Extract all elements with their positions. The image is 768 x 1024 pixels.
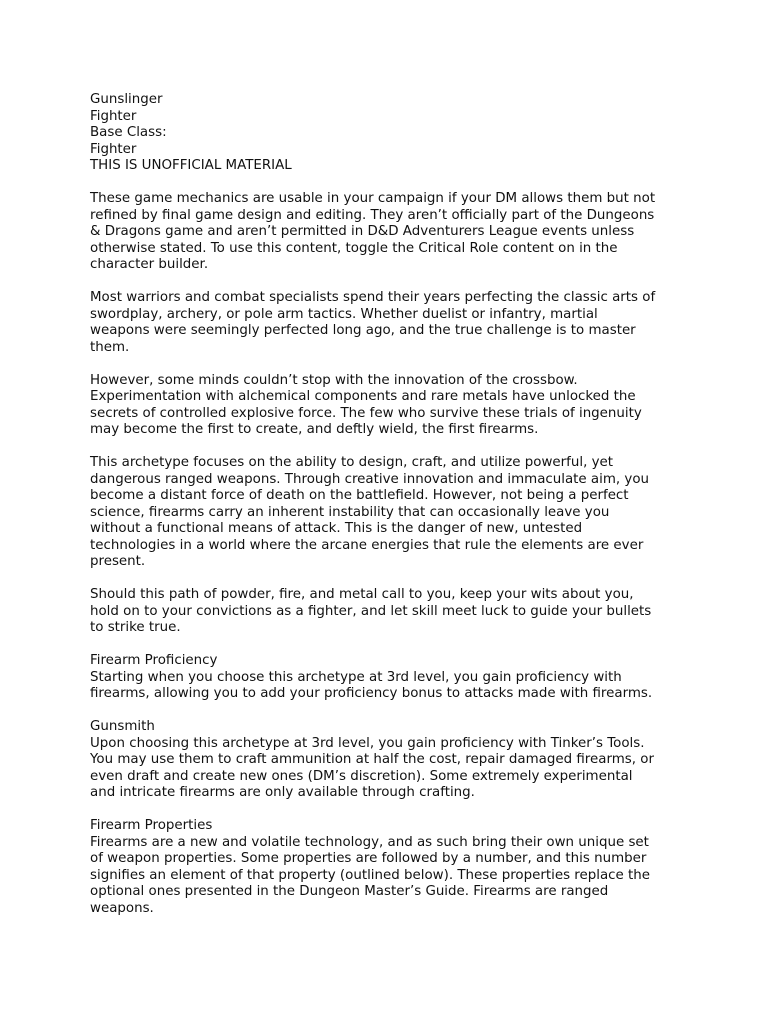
paragraph-line: dangerous ranged weapons. Through creative innovation and immaculate aim, you: [90, 471, 650, 487]
paragraph-archetype: [90, 455, 680, 571]
paragraph-line: secrets of controlled explosive force. The few who survive these trials of ingenuity: [90, 405, 642, 421]
paragraph-line: without a functional means of attack. This is the danger of new, untested: [90, 521, 583, 536]
feature-title: Firearm Proficiency: [90, 653, 218, 668]
paragraph-line: These game mechanics are usable in your campaign if your DM allows them but not: [90, 191, 656, 206]
feature-line: of weapon properties. Some properties are followed by a number, and this number: [90, 851, 647, 866]
header-unofficial-notice: THIS IS UNOFFICIAL MATERIAL: [90, 158, 292, 173]
feature-firearm-proficiency: [90, 653, 680, 703]
feature-title: Gunsmith: [90, 719, 155, 734]
feature-line: Starting when you choose this archetype at 3rd level, you gain proficiency with: [90, 669, 622, 685]
feature-line: firearms, allowing you to add your proficiency bonus to attacks made with firearms.: [90, 686, 653, 701]
feature-gunsmith: [90, 719, 680, 802]
paragraph-line: This archetype focuses on the ability to design, craft, and utilize powerful, yet: [90, 455, 614, 470]
feature-line: and intricate firearms are only available through crafting.: [90, 785, 475, 800]
feature-line: even draft and create new ones (DM’s discretion). Some extremely experimental: [90, 768, 633, 784]
paragraph-line: otherwise stated. To use this content, toggle the Critical Role content on in the: [90, 240, 618, 256]
paragraph-line: Most warriors and combat specialists spend their years perfecting the classic arts of: [90, 290, 656, 305]
paragraph-line: them.: [90, 339, 130, 355]
feature-line: You may use them to craft ammunition at half the cost, repair damaged firearms, or: [90, 752, 654, 767]
paragraph-innovation: [90, 373, 680, 439]
paragraph-line: weapons were seemingly perfected long ago, and the true challenge is to master: [90, 323, 636, 338]
header-base-class-label: Base Class:: [90, 125, 167, 140]
paragraph-disclaimer: [90, 191, 680, 274]
paragraph-line: However, some minds couldn’t stop with the innovation of the crossbow.: [90, 372, 578, 388]
paragraph-line: science, firearms carry an inherent instability that can occasionally leave you: [90, 504, 610, 520]
paragraph-line: hold on to your convictions as a fighter, and let skill meet luck to guide your bullets: [90, 603, 652, 619]
paragraph-line: refined by final game design and editing. They aren’t officially part of the Dungeons: [90, 207, 655, 223]
feature-line: signifies an element of that property (outlined below). These properties replace the: [90, 867, 651, 883]
paragraph-line: become a distant force of death on the battlefield. However, not being a perfect: [90, 488, 629, 503]
header-base-class-value: Fighter: [90, 141, 137, 157]
header-title: Gunslinger: [90, 92, 163, 107]
feature-line: optional ones presented in the Dungeon Master’s Guide. Firearms are ranged: [90, 884, 609, 899]
header-class: Fighter: [90, 108, 137, 124]
paragraph-line: swordplay, archery, or pole arm tactics. Whether duelist or infantry, martial: [90, 306, 598, 322]
feature-firearm-properties: [90, 818, 680, 917]
paragraph-line: character builder.: [90, 257, 209, 272]
paragraph-line: technologies in a world where the arcane energies that rule the elements are ever: [90, 537, 644, 553]
feature-line: Firearms are a new and volatile technology, and as such bring their own unique set: [90, 834, 649, 850]
paragraph-line: Experimentation with alchemical components and rare metals have unlocked the: [90, 389, 636, 404]
feature-title: Firearm Properties: [90, 818, 213, 833]
paragraph-warriors: [90, 290, 680, 356]
document-page: [90, 92, 680, 917]
paragraph-line: present.: [90, 554, 146, 569]
paragraph-line: may become the first to create, and deftly wield, the first firearms.: [90, 422, 539, 437]
paragraph-line: & Dragons game and aren’t permitted in D&D Adventurers League events unless: [90, 224, 635, 239]
paragraph-line: to strike true.: [90, 620, 181, 635]
paragraph-line: Should this path of powder, fire, and metal call to you, keep your wits about you,: [90, 587, 634, 602]
feature-line: Upon choosing this archetype at 3rd level, you gain proficiency with Tinker’s Tools.: [90, 735, 645, 751]
document-header: [90, 92, 680, 175]
paragraph-path: [90, 587, 680, 637]
feature-line: weapons.: [90, 900, 154, 916]
